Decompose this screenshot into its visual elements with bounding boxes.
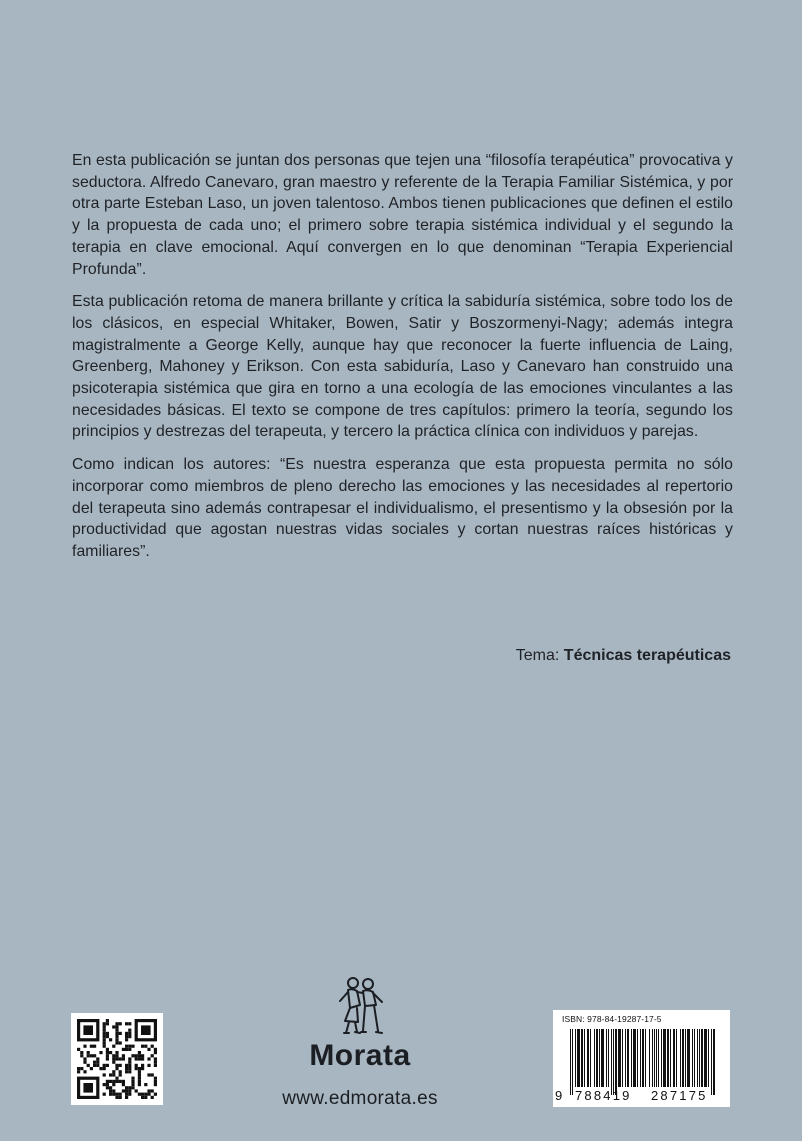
walking-couple-icon [330, 975, 390, 1037]
isbn-label: ISBN: 978-84-19287-17-5 [562, 1014, 662, 1024]
isbn-first-digit: 9 [555, 1088, 565, 1103]
qr-code [71, 1013, 163, 1105]
subject-value: Técnicas terapéuticas [563, 647, 731, 664]
isbn-left-digits: 788419 [575, 1088, 632, 1103]
isbn-barcode [553, 1010, 730, 1107]
back-cover-blurb [72, 150, 733, 574]
publisher-website[interactable]: www.edmorata.es [282, 1088, 438, 1109]
blurb-paragraph-1: En esta publicación se juntan dos personas que tejen una “filosofía terapéutica” provocativa y seductora. Alfredo Canevaro, gran maestro y referente de la Terapia Familiar Sistémica, y por otra parte Esteban Laso, un joven talentoso. Ambos tienen publicaciones que definen el estilo y la propuesta de cada uno; el primero sobre terapia sistémica individual y el segundo la terapia en clave emocional. Aquí convergen en lo que denominan “Terapia Experiencial Profunda”. [72, 152, 733, 278]
subject-label: Tema: [515, 647, 560, 664]
publisher-name: Morata [309, 1039, 411, 1072]
publisher-logo [300, 975, 420, 1073]
subject-line [516, 645, 731, 667]
isbn-right-digits: 287175 [651, 1088, 708, 1103]
blurb-paragraph-2: Esta publicación retoma de manera brillante y crítica la sabiduría sistémica, sobre todo los de los clásicos, en especial Whitaker, Bowen, Satir y Boszormenyi-Nagy; además integra magistralmente a George Kelly, aunque hay que reconocer la fuerte influencia de Laing, Greenberg, Mahoney y Erikson. Con esta sabiduría, Laso y Canevaro han construido una psicoterapia sistémica que gira en torno a una ecología de las emociones vinculantes a las necesidades básicas. El texto se compone de tres capítulos: primero la teoría, segundo los principios y destrezas del terapeuta, y tercero la práctica clínica con individuos y parejas. [72, 293, 733, 441]
qr-code-graphic [71, 1013, 163, 1105]
blurb-paragraph-3: Como indican los autores: “Es nuestra esperanza que esta propuesta permita no sólo incorporar como miembros de pleno derecho las emociones y las necesidades al repertorio del terapeuta sino además contrapesar el individualismo, el presentismo y la obsesión por la productividad que agostan nuestras vidas sociales y cortan nuestras raíces históricas y familiares”. [72, 456, 733, 560]
